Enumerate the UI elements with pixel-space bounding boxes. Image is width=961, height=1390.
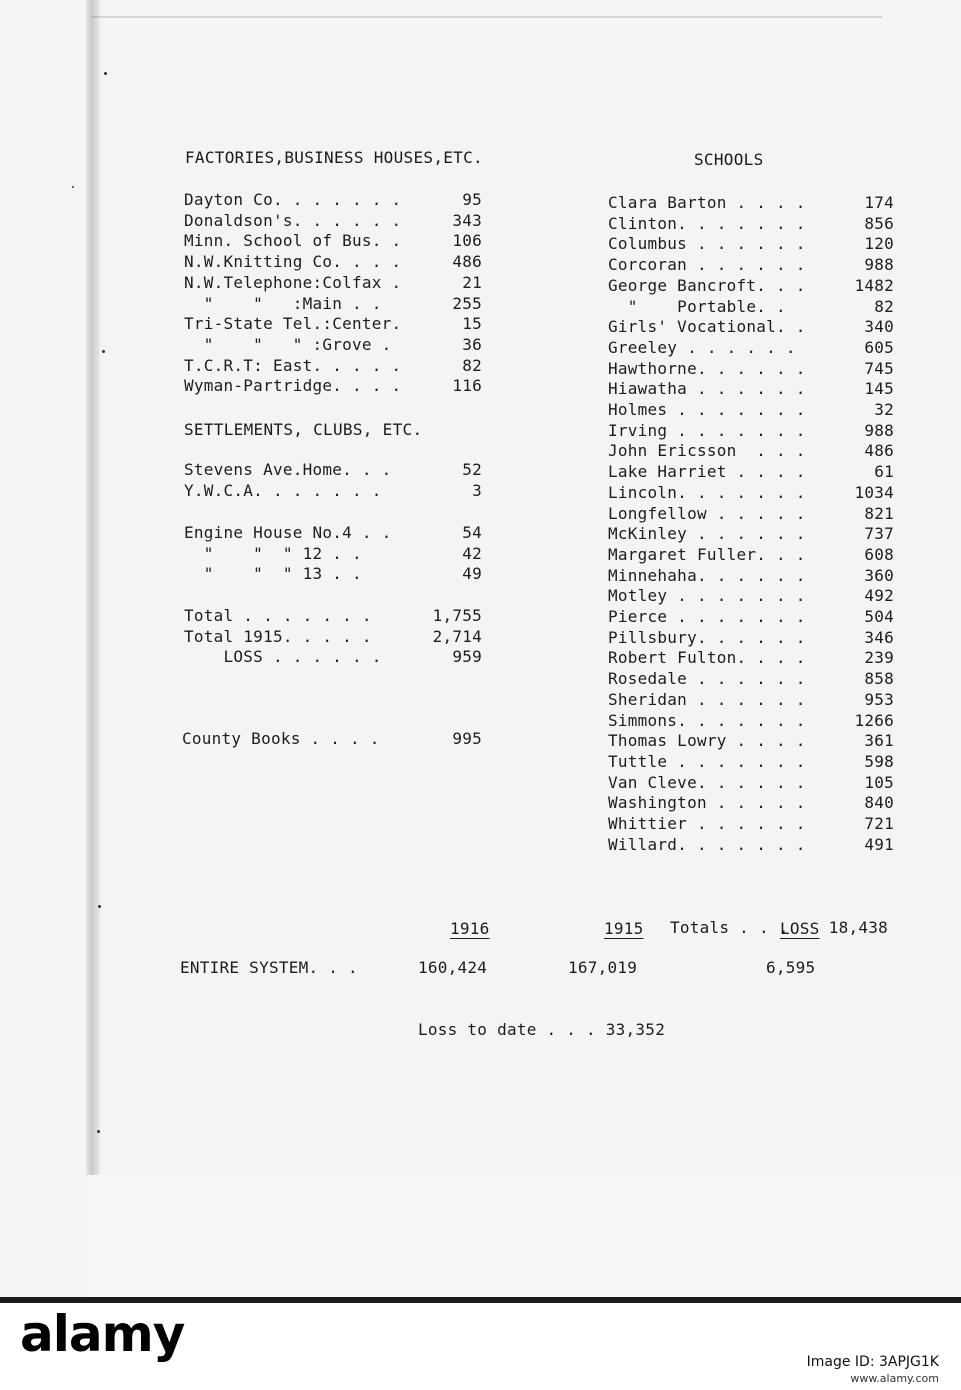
list-item bbox=[608, 773, 894, 794]
item-value: 361 bbox=[864, 731, 894, 751]
item-value: 1034 bbox=[854, 482, 894, 502]
list-item bbox=[608, 379, 894, 400]
item-label: N.W.Knitting Co. . . . bbox=[184, 252, 402, 272]
list-item bbox=[608, 483, 894, 504]
item-label: " " " 13 . . bbox=[184, 564, 362, 584]
watermark-divider bbox=[0, 1297, 961, 1303]
totals-list bbox=[184, 606, 482, 668]
item-label: Hawthorne. . . . . . bbox=[608, 358, 806, 378]
item-value: 255 bbox=[452, 293, 482, 313]
settlements-heading: SETTLEMENTS, CLUBS, ETC. bbox=[184, 420, 423, 439]
list-item bbox=[608, 338, 894, 359]
item-label: Longfellow . . . . . bbox=[608, 503, 806, 523]
item-value: 61 bbox=[874, 462, 894, 482]
list-item bbox=[608, 421, 894, 442]
county-books-label: County Books . . . . bbox=[182, 729, 380, 749]
item-value: 492 bbox=[864, 586, 894, 606]
item-value: 858 bbox=[864, 669, 894, 689]
list-item bbox=[184, 544, 482, 565]
item-label: " Portable. . bbox=[608, 296, 786, 316]
list-item bbox=[184, 252, 482, 273]
item-value: 3 bbox=[472, 480, 482, 500]
list-item bbox=[608, 359, 894, 380]
item-value: 1266 bbox=[854, 710, 894, 730]
list-item bbox=[608, 566, 894, 587]
list-item bbox=[184, 606, 482, 627]
item-value: 105 bbox=[864, 772, 894, 792]
item-label: Motley . . . . . . . bbox=[608, 586, 806, 606]
item-label: Engine House No.4 . . bbox=[184, 523, 392, 542]
list-item bbox=[184, 314, 482, 335]
list-item bbox=[608, 193, 894, 214]
item-label: Clinton. . . . . . . bbox=[608, 213, 806, 233]
list-item bbox=[184, 294, 482, 315]
list-item bbox=[608, 400, 894, 421]
page-top-edge bbox=[92, 16, 882, 18]
item-label: N.W.Telephone:Colfax . bbox=[184, 272, 402, 292]
summary-value-loss: 6,595 bbox=[766, 958, 816, 977]
item-label: John Ericsson . . . bbox=[608, 441, 806, 461]
item-label: Whittier . . . . . . bbox=[608, 814, 806, 834]
list-item bbox=[608, 793, 894, 814]
item-value: 82 bbox=[874, 296, 894, 316]
summary-col-1915: 1915 bbox=[604, 919, 644, 938]
list-item bbox=[184, 460, 482, 481]
list-item bbox=[608, 648, 894, 669]
item-value: 486 bbox=[452, 252, 482, 272]
item-label: Dayton Co. . . . . . . bbox=[184, 190, 402, 209]
list-item bbox=[184, 356, 482, 377]
item-value: 491 bbox=[864, 834, 894, 854]
item-label: Stevens Ave.Home. . . bbox=[184, 460, 392, 479]
list-item bbox=[184, 335, 482, 356]
list-item bbox=[608, 524, 894, 545]
item-label: LOSS . . . . . . bbox=[184, 647, 382, 667]
item-value: 953 bbox=[864, 689, 894, 709]
item-label: Corcoran . . . . . . bbox=[608, 255, 806, 275]
list-item bbox=[608, 276, 894, 297]
item-value: 2,714 bbox=[432, 626, 482, 646]
summary-row-label: ENTIRE SYSTEM. . . bbox=[180, 958, 358, 977]
item-label: Tuttle . . . . . . . bbox=[608, 751, 806, 771]
list-item bbox=[184, 190, 482, 211]
item-label: Thomas Lowry . . . . bbox=[608, 731, 806, 751]
list-item bbox=[608, 317, 894, 338]
item-value: 721 bbox=[864, 814, 894, 834]
item-value: 145 bbox=[864, 379, 894, 399]
list-item bbox=[608, 441, 894, 462]
item-label: Sheridan . . . . . . bbox=[608, 689, 806, 709]
list-item bbox=[608, 731, 894, 752]
summary-col-1916: 1916 bbox=[450, 919, 490, 938]
schools-heading: SCHOOLS bbox=[694, 150, 764, 169]
list-item bbox=[608, 586, 894, 607]
schools-list bbox=[608, 193, 894, 856]
item-value: 840 bbox=[864, 793, 894, 813]
item-label: Holmes . . . . . . . bbox=[608, 400, 806, 420]
list-item bbox=[184, 211, 482, 232]
county-books-value: 995 bbox=[452, 729, 482, 749]
factories-heading: FACTORIES,BUSINESS HOUSES,ETC. bbox=[185, 148, 483, 167]
item-value: 1482 bbox=[854, 275, 894, 295]
list-item bbox=[608, 504, 894, 525]
item-label: Donaldson's. . . . . . bbox=[184, 210, 402, 230]
item-value: 116 bbox=[452, 376, 482, 396]
item-label: Minn. School of Bus. . bbox=[184, 231, 402, 251]
item-value: 42 bbox=[462, 543, 482, 563]
list-item bbox=[608, 628, 894, 649]
item-label: McKinley . . . . . . bbox=[608, 524, 806, 544]
item-value: 745 bbox=[864, 358, 894, 378]
item-value: 36 bbox=[462, 334, 482, 354]
item-label: T.C.R.T: East. . . . . bbox=[184, 355, 402, 375]
list-item bbox=[184, 376, 482, 397]
item-label: Pillsbury. . . . . . bbox=[608, 627, 806, 647]
item-label: " " :Main . . bbox=[184, 293, 382, 313]
alamy-logo: alamy bbox=[20, 1305, 185, 1363]
list-item bbox=[184, 523, 482, 544]
item-value: 21 bbox=[462, 272, 482, 292]
ink-speck bbox=[104, 72, 107, 75]
item-value: 988 bbox=[864, 255, 894, 275]
schools-totals-value: 18,438 bbox=[828, 918, 888, 938]
item-value: 486 bbox=[864, 441, 894, 461]
item-label: Total . . . . . . . bbox=[184, 606, 372, 625]
item-label: Y.W.C.A. . . . . . . bbox=[184, 480, 382, 500]
item-value: 82 bbox=[462, 355, 482, 375]
item-value: 49 bbox=[462, 564, 482, 584]
item-label: Van Cleve. . . . . . bbox=[608, 772, 806, 792]
item-value: 988 bbox=[864, 420, 894, 440]
engine-house-list bbox=[184, 523, 482, 585]
item-value: 605 bbox=[864, 337, 894, 357]
item-value: 106 bbox=[452, 231, 482, 251]
item-value: 54 bbox=[462, 523, 482, 542]
list-item bbox=[608, 669, 894, 690]
item-value: 1,755 bbox=[432, 606, 482, 625]
list-item bbox=[184, 231, 482, 252]
item-label: Robert Fulton. . . . bbox=[608, 648, 806, 668]
summary-value-1916: 160,424 bbox=[418, 958, 488, 977]
item-label: Greeley . . . . . . bbox=[608, 337, 796, 357]
list-item bbox=[608, 690, 894, 711]
item-value: 95 bbox=[462, 190, 482, 209]
ink-speck bbox=[98, 905, 101, 908]
item-value: 343 bbox=[452, 210, 482, 230]
loss-to-date: Loss to date . . . 33,352 bbox=[418, 1020, 666, 1039]
item-label: Irving . . . . . . . bbox=[608, 420, 806, 440]
item-label: Lake Harriet . . . . bbox=[608, 462, 806, 482]
ink-speck bbox=[72, 186, 74, 188]
item-label: Rosedale . . . . . . bbox=[608, 669, 806, 689]
factories-list bbox=[184, 190, 482, 397]
summary-value-1915: 167,019 bbox=[568, 958, 638, 977]
item-value: 737 bbox=[864, 524, 894, 544]
list-item bbox=[608, 835, 894, 856]
schools-totals-label: Totals . . . bbox=[670, 918, 789, 938]
list-item bbox=[608, 255, 894, 276]
item-label: Lincoln. . . . . . . bbox=[608, 482, 806, 502]
item-label: Hiawatha . . . . . . bbox=[608, 379, 806, 399]
item-value: 346 bbox=[864, 627, 894, 647]
list-item bbox=[608, 814, 894, 835]
item-value: 504 bbox=[864, 607, 894, 627]
item-value: 360 bbox=[864, 565, 894, 585]
item-label: Total 1915. . . . . bbox=[184, 626, 372, 646]
item-value: 15 bbox=[462, 314, 482, 334]
list-item bbox=[184, 627, 482, 648]
list-item bbox=[608, 297, 894, 318]
item-label: Simmons. . . . . . . bbox=[608, 710, 806, 730]
item-value: 821 bbox=[864, 503, 894, 523]
image-id-label: Image ID: 3APJG1K bbox=[806, 1354, 939, 1370]
list-item bbox=[184, 647, 482, 668]
item-label: Willard. . . . . . . bbox=[608, 834, 806, 854]
item-label: George Bancroft. . . bbox=[608, 275, 806, 295]
county-books-row bbox=[182, 688, 482, 792]
list-item bbox=[184, 273, 482, 294]
item-label: Washington . . . . . bbox=[608, 793, 806, 813]
item-label: " " " :Grove . bbox=[184, 334, 392, 354]
item-value: 608 bbox=[864, 544, 894, 564]
page-bottom-area bbox=[88, 1175, 961, 1297]
list-item bbox=[608, 545, 894, 566]
item-label: Wyman-Partridge. . . . bbox=[184, 376, 402, 396]
ink-speck bbox=[102, 350, 105, 353]
settlements-list bbox=[184, 460, 482, 501]
item-value: 959 bbox=[452, 647, 482, 667]
item-value: 174 bbox=[864, 193, 894, 212]
list-item bbox=[608, 462, 894, 483]
page-left-edge bbox=[86, 0, 100, 1175]
item-value: 120 bbox=[864, 234, 894, 254]
list-item bbox=[184, 564, 482, 585]
list-item bbox=[608, 752, 894, 773]
item-value: 856 bbox=[864, 213, 894, 233]
list-item bbox=[608, 234, 894, 255]
item-label: Minnehaha. . . . . . bbox=[608, 565, 806, 585]
item-value: 598 bbox=[864, 751, 894, 771]
list-item bbox=[184, 481, 482, 502]
item-label: Margaret Fuller. . . bbox=[608, 544, 806, 564]
list-item bbox=[608, 607, 894, 628]
list-item bbox=[608, 214, 894, 235]
item-label: Clara Barton . . . . bbox=[608, 193, 806, 212]
item-value: 340 bbox=[864, 317, 894, 337]
item-label: " " " 12 . . bbox=[184, 543, 362, 563]
summary-col-loss: LOSS bbox=[780, 919, 820, 938]
item-value: 239 bbox=[864, 648, 894, 668]
item-label: Girls' Vocational. . bbox=[608, 317, 806, 337]
item-label: Columbus . . . . . . bbox=[608, 234, 806, 254]
item-value: 32 bbox=[874, 400, 894, 420]
item-label: Pierce . . . . . . . bbox=[608, 607, 806, 627]
list-item bbox=[608, 711, 894, 732]
item-label: Tri-State Tel.:Center. bbox=[184, 314, 402, 334]
site-url: www.alamy.com bbox=[850, 1372, 939, 1385]
ink-speck bbox=[97, 1130, 100, 1133]
item-value: 52 bbox=[462, 460, 482, 479]
